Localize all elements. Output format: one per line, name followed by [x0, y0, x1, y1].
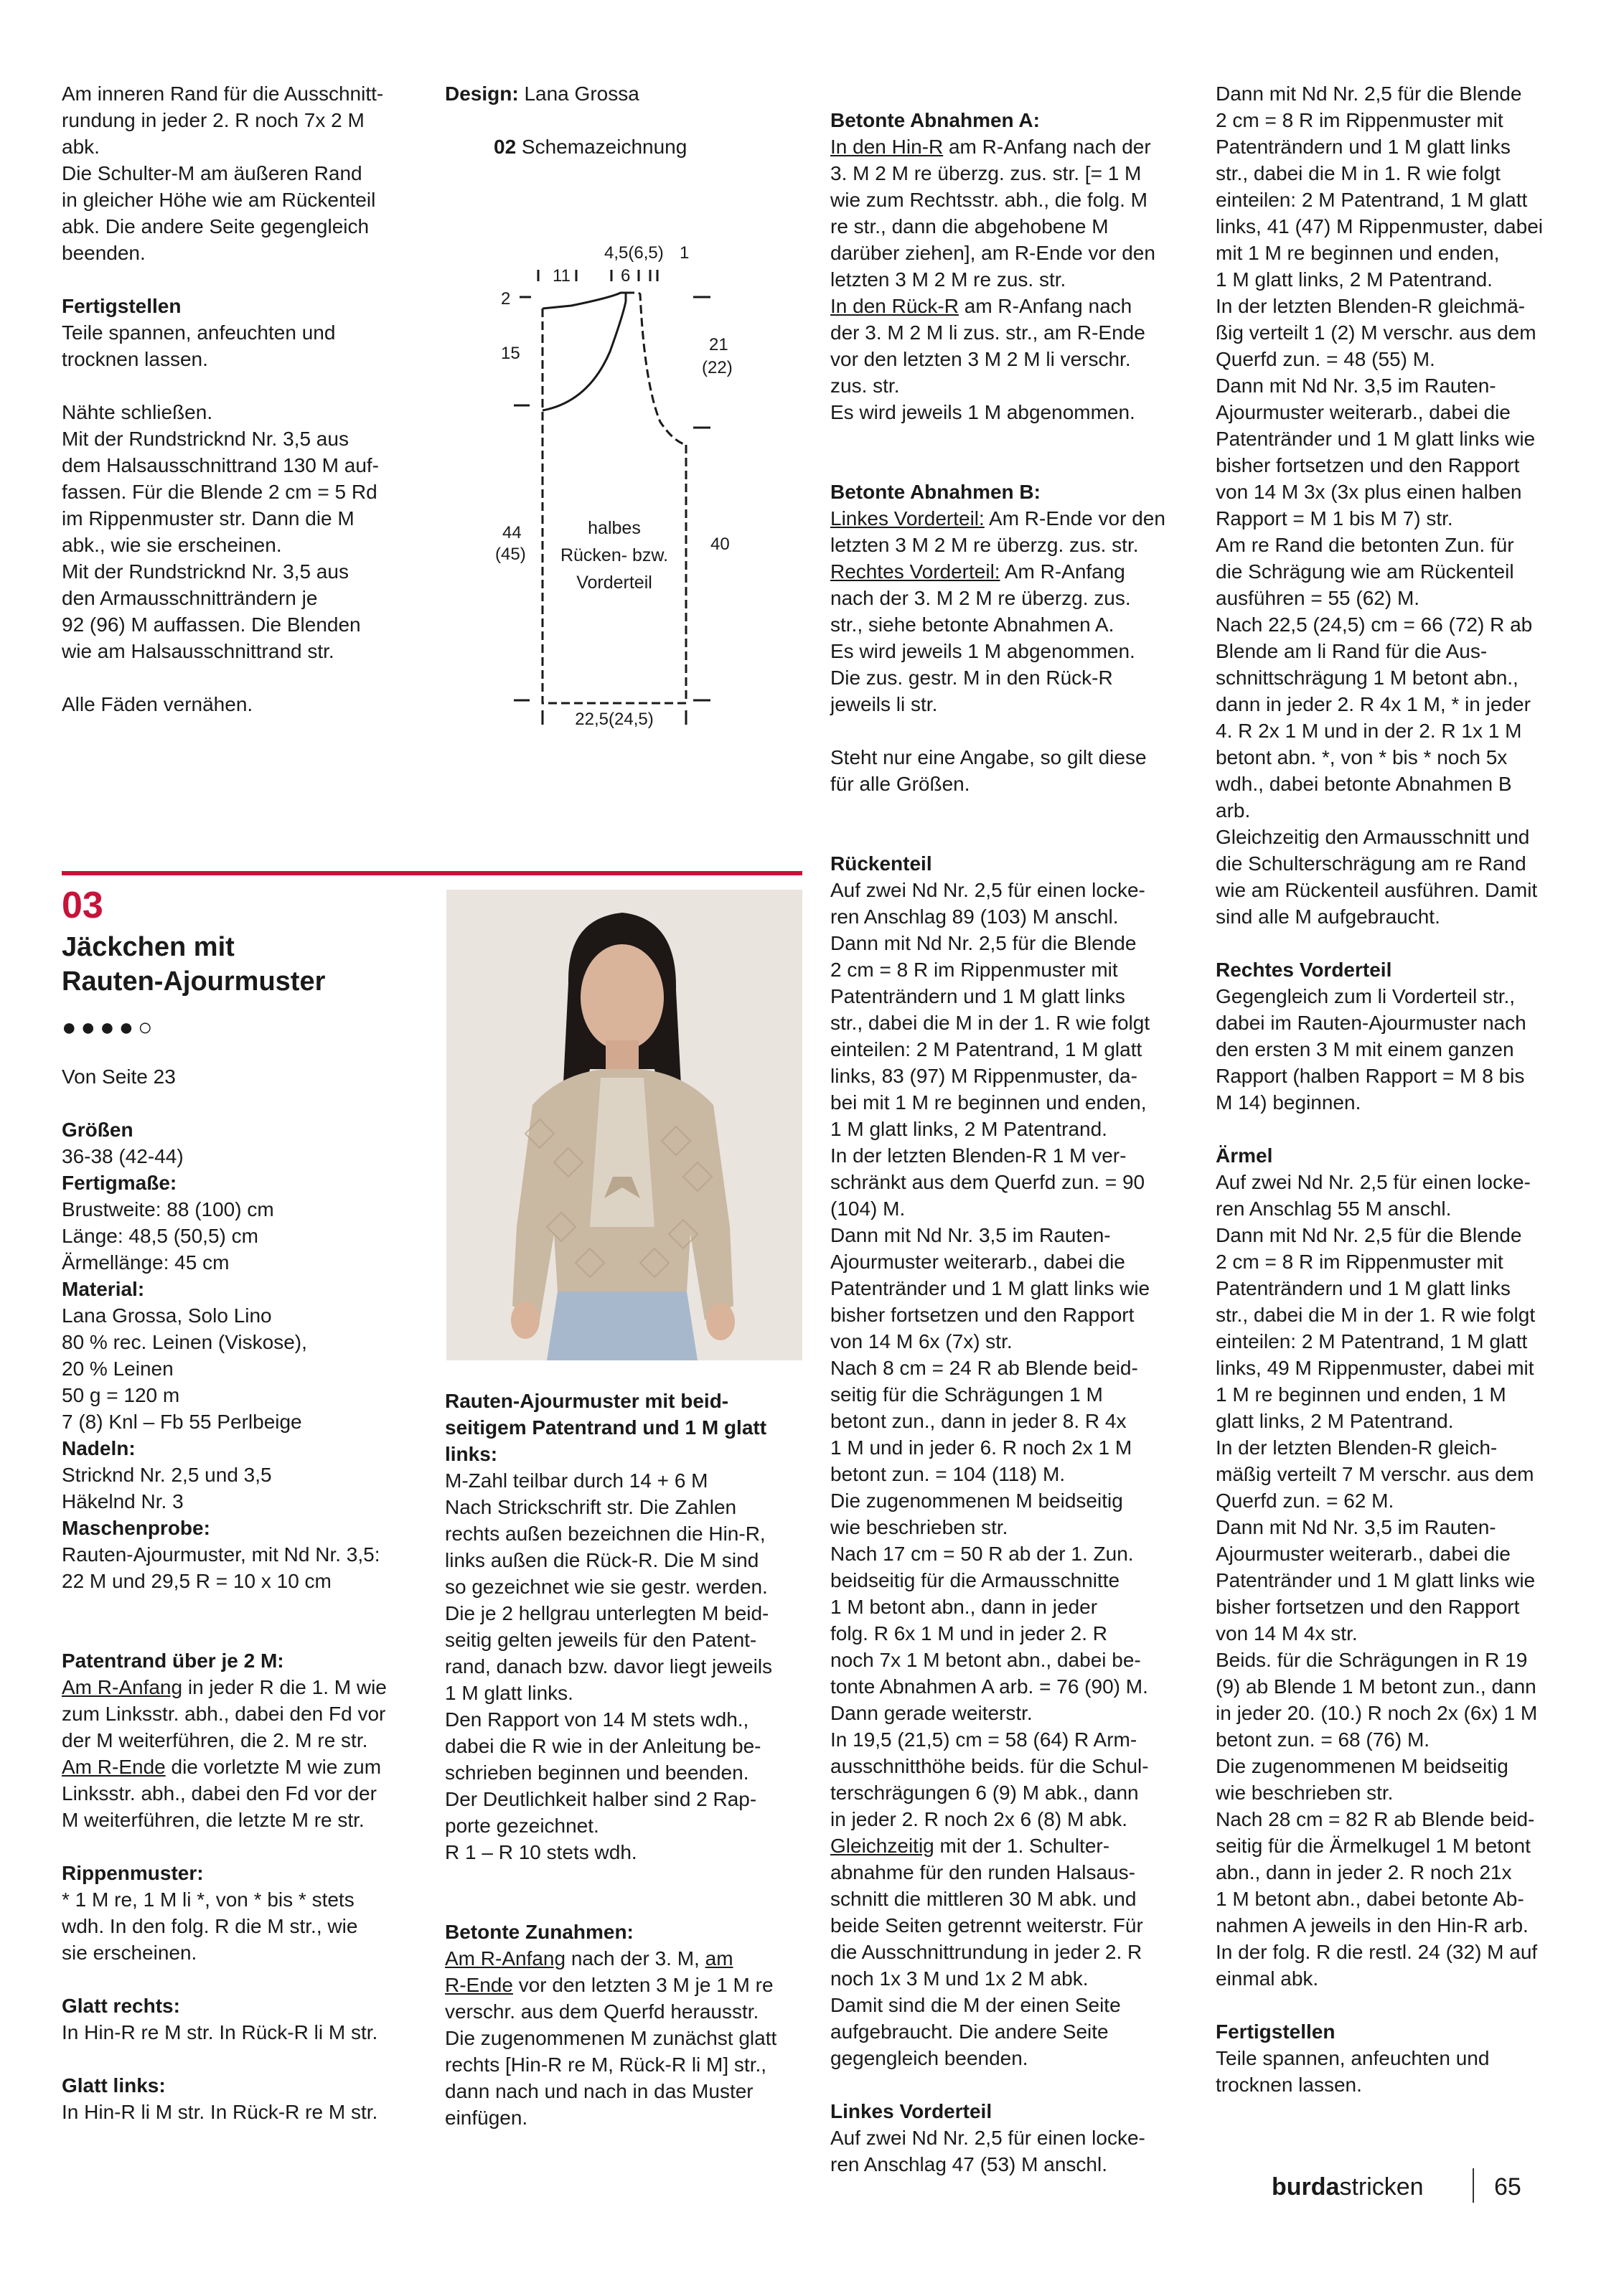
zunahmen-ende: R-Ende	[445, 1974, 513, 1996]
linkes-vorderteil-text: Auf zwei Nd Nr. 2,5 für einen locke- ren Anschlag 47 (53) M anschl.	[830, 2127, 1145, 2175]
column-4	[1216, 80, 1589, 2125]
abnahmen-a-heading: Betonte Abnahmen A:	[830, 109, 1040, 131]
model-photo-illustration	[446, 890, 802, 1360]
abnahmen-b-text-1b: letzten 3 M 2 M re überzg. zus. str.	[830, 534, 1139, 556]
vorderteil-text: Dann mit Nd Nr. 2,5 für die Blende 2 cm = 8 R im Rippenmuster mit Patenträndern und 1 M glatt links str., dabei die M in 1. R wie folgt einteilen: 2 M Patentrand, 1 M glatt links, 41 (47) M Rippenmuster, dabei mit 1 M re beginnen und enden, 1 M glatt links, 2 M Patentrand. In der letzten Blenden-R gleichmä- ßig verteilt 1 (2) M verschr. aus dem Querfd zun. = 48 (55) M. Dann mit Nd Nr. 3,5 im Rauten- Ajourmuster weiterarb., dabei die Patentränder und 1 M glatt links wie bisher fortsetzen und den Rapport von 14 M 3x (3x plus einen halben Rapport = M 1 bis M 7) str. Am re Rand die betonten Zun. für die Schrägung wie am Rückenteil ausführen = 55 (62) M. Nach 22,5 (24,5) cm = 66 (72) R ab Blende am li Rand für die Aus- schnittschrägung 1 M betont abn., dann in jeder 2. R 4x 1 M, * in jeder 4. R 2x 1 M und in der 2. R 1x 1 M betont abn. *, von * bis * noch 5x wdh., dabei betonte Abnahmen B arb. Gleichzeitig den Armausschnitt und die Schulterschrägung am re Rand wie am Rückenteil ausführen. Damit sind alle M aufgebraucht.	[1216, 83, 1543, 928]
abnahmen-a-text-2a: am R-Anfang nach	[958, 295, 1132, 317]
rueckenteil-text-2b: abnahme für den runden Halsaus- schnitt die mittleren 30 M abk. und beide Seiten getrennt weiterstr. Für die Ausschnittrundung in jeder 2. R noch 1x 3 M und 1x 2 M abk. Damit sind die M der einen Seite aufgebraucht. Die andere Seite gegengleich beenden.	[830, 1861, 1143, 2069]
material-value: Lana Grossa, Solo Lino 80 % rec. Leinen (Viskose), 20 % Leinen 50 g = 120 m 7 (8) Knl – Fb 55 Perlbeige	[62, 1304, 307, 1433]
abnahmen-a-text-1a: am R-Anfang nach der	[943, 136, 1151, 158]
abnahmen-a-rueckr: In den Rück-R	[830, 295, 959, 317]
abnahmen-b-text-2b: nach der 3. M 2 M re überzg. zus. str., siehe betonte Abnahmen A. Es wird jeweils 1 M abgenommen. Die zus. gestr. M in den Rück-R jeweils li str.	[830, 587, 1135, 715]
measure-6: 6	[621, 266, 631, 286]
measure-22: (22)	[702, 358, 733, 377]
patentrand-text-2: die vorletzte M wie zum Linksstr. abh., dabei den Fd vor der M weiterführen, die letzte M re str.	[62, 1756, 382, 1831]
abnahmen-a-text-2b: der 3. M 2 M li zus. str., am R-Ende vor den letzten 3 M 2 M li verschr. zus. str. Es wird jeweils 1 M abgenommen.	[830, 321, 1145, 423]
abnahmen-b-heading: Betonte Abnahmen B:	[830, 481, 1041, 503]
diagram-label-2: Rücken- bzw.	[560, 545, 669, 565]
angabe-note: Steht nur eine Angabe, so gilt diese für alle Größen.	[830, 746, 1147, 795]
fertigstellen-2-text: Teile spannen, anfeuchten und trocknen lassen.	[1216, 2047, 1490, 2096]
patentrand-text-1: in jeder R die 1. M wie zum Linksstr. abh., dabei den Fd vor der M weiterführen, die 2. M re str.	[62, 1676, 387, 1751]
glatt-links-heading: Glatt links:	[62, 2074, 166, 2097]
measure-top-2: 1	[680, 243, 690, 263]
page-number: 65	[1494, 2173, 1521, 2201]
measure-labels	[495, 243, 733, 729]
rechtes-vorderteil-heading: Rechtes Vorderteil	[1216, 959, 1392, 981]
measure-bottom: 22,5(24,5)	[575, 710, 654, 729]
rueckenteil-gleichzeitig: Gleichzeitig	[830, 1835, 934, 1857]
rueckenteil-heading: Rückenteil	[830, 852, 932, 875]
fertigstellen-text: Teile spannen, anfeuchten und trocknen lassen.	[62, 321, 336, 370]
fertigstellen-2-heading: Fertigstellen	[1216, 2020, 1336, 2043]
column-1-top	[62, 80, 421, 744]
footer-brand-bold: burda	[1272, 2173, 1340, 2201]
von-seite: Von Seite 23	[62, 1065, 176, 1088]
design-label: Design:	[445, 83, 519, 105]
intro-text: Am inneren Rand für die Ausschnitt- rundung in jeder 2. R noch 7x 2 M abk. Die Schulter-M am äußeren Rand in gleicher Höhe wie am Rückenteil abk. Die andere Seite gegengleich beenden.	[62, 83, 384, 264]
abnahmen-a-hinr: In den Hin-R	[830, 136, 944, 158]
abnahmen-b-links: Linkes Vorderteil:	[830, 507, 985, 530]
abnahmen-b-text-1a: Am R-Ende vor den	[984, 507, 1165, 530]
patentrand-heading: Patentrand über je 2 M:	[62, 1650, 284, 1672]
schema-diagram	[445, 230, 804, 775]
column-1-bottom	[62, 1063, 435, 2152]
naehte-text: Nähte schließen. Mit der Rundstricknd Nr. 3,5 aus dem Halsausschnittrand 130 M auf- fassen. Für die Blende 2 cm = 5 Rd im Rippenmuster str. Dann die M abk., wie sie erscheinen. Mit der Rundstricknd Nr. 3,5 aus den Armausschnitträndern je 92 (96) M auffassen. Die Blenden wie am Halsausschnittrand str.	[62, 401, 379, 662]
rauten-heading: Rauten-Ajourmuster mit beid- seitigem Patentrand und 1 M glatt links:	[445, 1390, 767, 1465]
footer-brand	[1272, 2173, 1424, 2201]
column-2-top	[445, 80, 804, 160]
zunahmen-text-2a: vor den letzten 3 M je 1 M re	[512, 1974, 774, 1996]
difficulty-rating: ●●●●○	[62, 1014, 157, 1041]
glatt-links-text: In Hin-R li M str. In Rück-R re M str.	[62, 2101, 378, 2123]
rueckenteil-text-2a: mit der 1. Schulter-	[934, 1835, 1110, 1857]
model-photo	[446, 890, 802, 1360]
footer-brand-rest: stricken	[1339, 2173, 1424, 2201]
zunahmen-heading: Betonte Zunahmen:	[445, 1921, 634, 1943]
aermel-text: Auf zwei Nd Nr. 2,5 für einen locke- ren Anschlag 55 M anschl. Dann mit Nd Nr. 2,5 für die Blende 2 cm = 8 R im Rippenmuster mit Patenträndern und 1 M glatt links str., dabei die M in der 1. R wie folgt einteilen: 2 M Patentrand, 1 M glatt links, 49 M Rippenmuster, dabei mit 1 M re beginnen und enden, 1 M glatt links, 2 M Patentrand. In der letzten Blenden-R gleich- mäßig verteilt 7 M verschr. aus dem Querfd zun. = 62 M. Dann mit Nd Nr. 3,5 im Rauten- Ajourmuster weiterarb., dabei die Patentränder und 1 M glatt links wie bisher fortsetzen und den Rapport von 14 M 4x str. Beids. für die Schrägungen in R 19 (9) ab Blende 1 M betont zun., dann in jeder 20. (10.) R noch 2x (6x) 1 M betont zun. = 68 (76) M. Die zugenommenen M beidseitig wie beschrieben str. Nach 28 cm = 82 R ab Blende beid- seitig für die Ärmelkugel 1 M betont abn., dann in jeder 2. R noch 21x 1 M betont abn., dabei betonte Ab- nahmen A jeweils in den Hin-R arb. In der folg. R die restl. 24 (32) M auf einmal abk.	[1216, 1171, 1538, 1990]
fertigmasse-heading: Fertigmaße:	[62, 1172, 177, 1194]
schema-number: 02	[494, 136, 517, 158]
section-title: Jäckchen mit Rauten-Ajourmuster	[62, 932, 326, 997]
aermel-heading: Ärmel	[1216, 1144, 1273, 1167]
design-value: Lana Grossa	[518, 83, 639, 105]
fertigmasse-value: Brustweite: 88 (100) cm Länge: 48,5 (50,5) cm Ärmellänge: 45 cm	[62, 1198, 274, 1274]
fertigstellen-heading: Fertigstellen	[62, 295, 182, 317]
measure-44: 44	[502, 523, 522, 542]
maschenprobe-heading: Maschenprobe:	[62, 1517, 210, 1539]
nadeln-heading: Nadeln:	[62, 1437, 136, 1459]
diagram-label-1: halbes	[588, 518, 641, 538]
groessen-heading: Größen	[62, 1119, 133, 1141]
abnahmen-b-rechts: Rechtes Vorderteil:	[830, 560, 1000, 583]
maschenprobe-value: Rauten-Ajourmuster, mit Nd Nr. 3,5: 22 M und 29,5 R = 10 x 10 cm	[62, 1543, 380, 1592]
schema-caption	[445, 133, 804, 160]
rechtes-vorderteil-text: Gegengleich zum li Vorderteil str., dabei im Rauten-Ajourmuster nach den ersten 3 M mit einem ganzen Rapport (halben Rapport = M 8 bis M 14) beginnen.	[1216, 985, 1526, 1114]
section-divider	[62, 871, 802, 875]
diagram-label-3: Vorderteil	[576, 573, 652, 593]
groessen-value: 36-38 (42-44)	[62, 1145, 184, 1167]
footer-divider	[1473, 2168, 1474, 2203]
rueckenteil-text-1: Auf zwei Nd Nr. 2,5 für einen locke- ren Anschlag 89 (103) M anschl. Dann mit Nd Nr. 2,5 für die Blende 2 cm = 8 R im Rippenmuster mit Patenträndern und 1 M glatt links str., dabei die M in der 1. R wie folgt einteilen: 2 M Patentrand, 1 M glatt links, 83 (97) M Rippenmuster, da- bei mit 1 M re beginnen und enden, 1 M glatt links, 2 M Patentrand. In der letzten Blenden-R 1 M ver- schränkt aus dem Querfd zun. = 90 (104) M. Dann mit Nd Nr. 3,5 im Rauten- Ajourmuster weiterarb., dabei die Patentränder und 1 M glatt links wie bisher fortsetzen und den Rapport von 14 M 6x (7x) str. Nach 8 cm = 24 R ab Blende beid- seitig für die Schrägungen 1 M betont zun., dann in jeder 8. R 4x 1 M und in jeder 6. R noch 2x 1 M betont zun. = 104 (118) M. Die zugenommenen M beidseitig wie beschrieben str. Nach 17 cm = 50 R ab der 1. Zun. beidseitig für die Armausschnitte 1 M betont abn., dann in jeder folg. R 6x 1 M und in jeder 2. R noch 7x 1 M betont abn., dabei be- tonte Abnahmen A arb. = 76 (90) M. Dann gerade weiterstr. In 19,5 (21,5) cm = 58 (64) R Arm- ausschnitthöhe beids. für die Schul- terschrägungen 6 (9) M abk., dann in jeder 2. R noch 2x 6 (8) M abk.	[830, 879, 1150, 1830]
rippen-text: * 1 M re, 1 M li *, von * bis * stets wdh. In den folg. R die M str., wie sie erscheinen.	[62, 1888, 358, 1964]
schema-label: Schemazeichnung	[516, 136, 687, 158]
glatt-rechts-text: In Hin-R re M str. In Rück-R li M str.	[62, 2021, 378, 2043]
column-2-bottom	[445, 1388, 804, 2158]
measure-2: 2	[501, 289, 511, 309]
measure-top-1: 4,5(6,5)	[604, 243, 664, 263]
measure-21: 21	[709, 335, 728, 354]
zunahmen-text-2b: verschr. aus dem Querfd herausstr. Die zugenommenen M zunächst glatt rechts [Hin-R re M, Rück-R li M] str., dann nach und nach in das Muster einfügen.	[445, 2000, 777, 2129]
rippen-heading: Rippenmuster:	[62, 1862, 204, 1884]
nadeln-value: Stricknd Nr. 2,5 und 3,5 Häkelnd Nr. 3	[62, 1464, 272, 1512]
abnahmen-a-text-1b: 3. M 2 M re überzg. zus. str. [= 1 M wie zum Rechtsstr. abh., die folg. M re str., dann die abgehobene M darüber ziehen], am R-Ende vor den letzten 3 M 2 M re zus. str.	[830, 162, 1155, 291]
glatt-rechts-heading: Glatt rechts:	[62, 1995, 180, 2017]
abnahmen-b-text-2a: Am R-Anfang	[1000, 560, 1125, 583]
measure-11: 11	[553, 266, 571, 286]
measure-40: 40	[710, 535, 730, 554]
measure-15: 15	[501, 344, 520, 363]
measure-45: (45)	[495, 545, 526, 564]
linkes-vorderteil-heading: Linkes Vorderteil	[830, 2100, 992, 2122]
zunahmen-am: am	[705, 1947, 733, 1970]
material-heading: Material:	[62, 1278, 145, 1300]
section-number: 03	[62, 885, 103, 926]
pattern-outline	[543, 293, 686, 703]
faeden-text: Alle Fäden vernähen.	[62, 693, 253, 715]
patentrand-anfang: Am R-Anfang	[62, 1676, 183, 1698]
zunahmen-text-1: nach der 3. M,	[565, 1947, 705, 1970]
zunahmen-anfang: Am R-Anfang	[445, 1947, 566, 1970]
column-3	[830, 80, 1196, 2204]
rauten-text: M-Zahl teilbar durch 14 + 6 M Nach Strickschrift str. Die Zahlen rechts außen bezeichnen die Hin-R, links außen die Rück-R. Die M sind so gezeichnet wie sie gestr. werden. Die je 2 hellgrau unterlegten M beid- seitig gelten jeweils für den Patent- rand, danach bzw. davor liegt jeweils 1 M glatt links. Den Rapport von 14 M stets wdh., dabei die R wie in der Anleitung be- schrieben beginnen und beenden. Der Deutlichkeit halber sind 2 Rap- porte gezeichnet. R 1 – R 10 stets wdh.	[445, 1469, 773, 1863]
patentrand-ende: Am R-Ende	[62, 1756, 166, 1778]
